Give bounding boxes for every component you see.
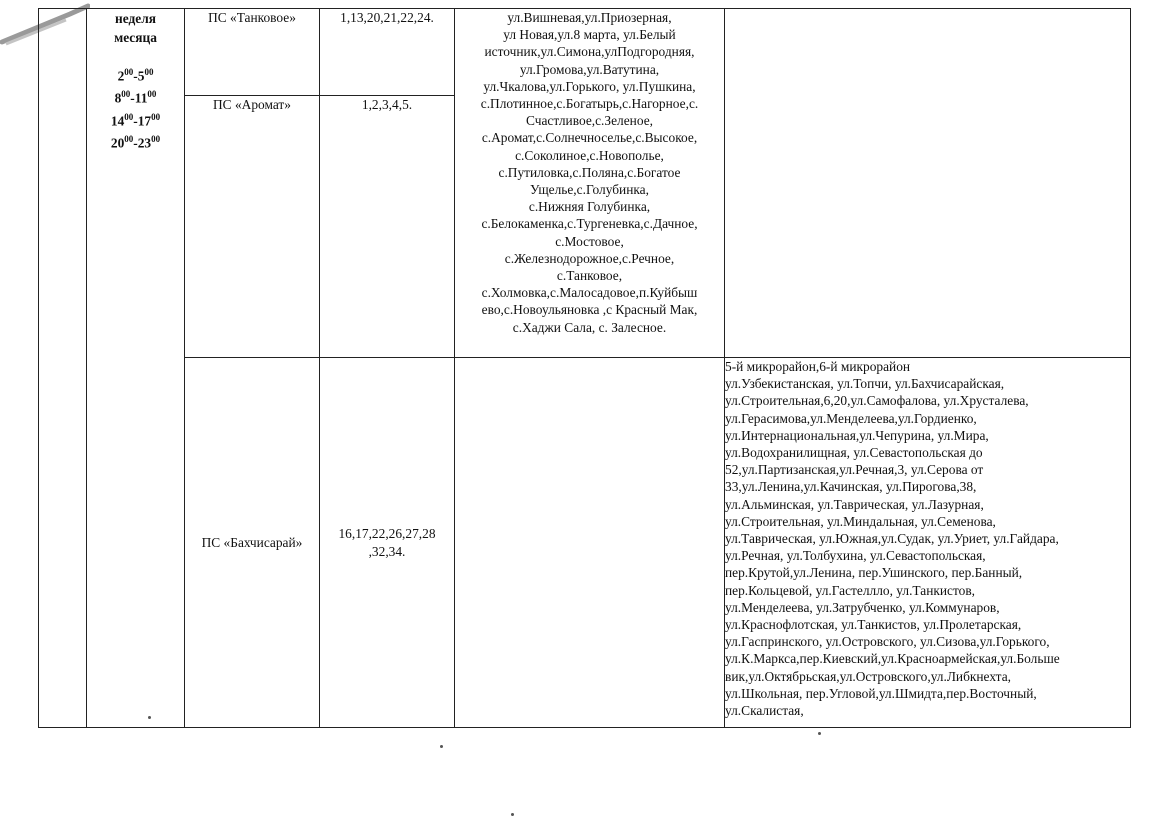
street-line: ул.Краснофлотская, ул.Танкистов, ул.Пролетарская, <box>725 617 1022 633</box>
street-line: ево,с.Новоульяновка ,с Красный Мак, <box>481 302 698 318</box>
scan-speck <box>148 716 151 719</box>
substation-name: ПС «Танковое» <box>185 9 320 96</box>
substation-name: ПС «Бахчисарай» <box>185 358 320 728</box>
street-line: ул.Менделеева, ул.Затрубченко, ул.Коммунаров, <box>725 599 1000 615</box>
streets-rural-cell <box>455 9 725 358</box>
blank-column <box>39 9 87 728</box>
street-line: ул.Узбекистанская, ул.Топчи, ул.Бахчисарайская, <box>725 376 1005 392</box>
street-line: источник,ул.Симона,улПодгородняя, <box>484 44 695 60</box>
time-schedule-cell <box>87 9 185 728</box>
feeder-numbers: 1,13,20,21,22,24. <box>320 9 455 96</box>
street-line: ул.Таврическая, ул.Южная,ул.Судак, ул.Уриет, ул.Гайдара, <box>725 531 1059 547</box>
street-line: Счастливое,с.Зеленое, <box>525 113 653 129</box>
street-line: ул.Громова,ул.Ватутина, <box>519 61 660 77</box>
street-line: ул.Гаспринского, ул.Островского, ул.Сизова,ул.Горького, <box>725 634 1050 650</box>
street-line: вик,ул.Октябрьская,ул.Островского,ул.Либкнехта, <box>725 668 1011 684</box>
street-line: ул.Чкалова,ул.Горького, ул.Пушкина, <box>483 78 696 94</box>
scan-speck <box>818 732 821 735</box>
feeder-numbers: 16,17,22,26,27,28 ,32,34. <box>320 358 455 728</box>
street-line: Ущелье,с.Голубинка, <box>530 182 649 198</box>
street-line: ул.Вишневая,ул.Приозерная, <box>507 10 672 25</box>
street-line: с.Железнодорожное,с.Речное, <box>504 250 675 266</box>
time-slot-1: $2^{00}-5^{00}$ <box>117 67 154 84</box>
time-slot-3: $14^{00}-17^{00}$ <box>110 111 161 129</box>
street-line: ул Новая,ул.8 марта, ул.Белый <box>503 27 676 43</box>
street-line: с.Плотинное,с.Богатырь,с.Нагорное,с. <box>480 96 699 112</box>
substation-name: ПС «Аромат» <box>185 96 320 358</box>
street-line: ул.Герасимова,ул.Менделеева,ул.Гордиенко, <box>725 410 977 426</box>
street-line: ул.К.Маркса,пер.Киевский,ул.Красноармейская,ул.Больше <box>725 651 1060 667</box>
street-line: с.Аромат,с.Солнечноселье,с.Высокое, <box>481 130 698 146</box>
streets-rural-list <box>455 9 724 336</box>
time-slot-2: $8^{00}-11^{00}$ <box>114 89 157 106</box>
street-line: 52,ул.Партизанская,ул.Речная,3, ул.Серова от <box>725 462 984 478</box>
street-line: ул.Водохранилищная, ул.Севастопольская до <box>725 445 983 461</box>
feeder-numbers: 1,2,3,4,5. <box>320 96 455 358</box>
street-line: с.Нижняя Голубинка, <box>528 199 651 215</box>
time-slot-4: $20^{00}-23^{00}$ <box>110 134 161 151</box>
street-line: с.Соколиное,с.Новополье, <box>515 147 664 163</box>
table-row <box>39 9 1131 96</box>
streets-city-list <box>725 358 1130 719</box>
street-line: ул.Речная, ул.Толбухина, ул.Севастопольская, <box>725 548 986 564</box>
scan-speck <box>440 745 443 748</box>
street-line: ул.Альминская, ул.Таврическая, ул.Лазурная, <box>725 496 984 512</box>
week-label: неделя <box>115 11 156 26</box>
street-line: ул.Скалистая, <box>725 703 804 719</box>
table-row <box>39 358 1131 728</box>
street-line: ул.Строительная,6,20,ул.Самофалова, ул.Хрусталева, <box>725 393 1029 409</box>
street-line: 33,ул.Ленина,ул.Качинская, ул.Пирогова,38, <box>725 479 977 495</box>
streets-city-cell <box>725 358 1131 728</box>
street-line: пер.Крутой,ул.Ленина, пер.Ушинского, пер.Банный, <box>725 565 1023 581</box>
street-line: с.Холмовка,с.Малосадовое,п.Куйбыш <box>481 285 698 301</box>
street-line: с.Белокаменка,с.Тургеневка,с.Дачное, <box>481 216 698 232</box>
street-line: ул.Школьная, пер.Угловой,ул.Шмидта,пер.Восточный, <box>725 685 1037 701</box>
empty-cell <box>725 9 1131 358</box>
street-line: ул.Интернациональная,ул.Чепурина, ул.Мира, <box>725 427 989 443</box>
street-line: 5-й микрорайон,6-й микрорайон <box>725 359 911 374</box>
street-line: с.Хаджи Сала, с. Залесное. <box>512 319 667 335</box>
street-line: ул.Строительная, ул.Миндальная, ул.Семенова, <box>725 513 996 529</box>
scan-speck <box>511 813 514 816</box>
empty-cell <box>455 358 725 728</box>
street-line: с.Мостовое, <box>555 233 624 249</box>
street-line: с.Путиловка,с.Поляна,с.Богатое <box>498 164 681 180</box>
month-label: месяца <box>114 30 157 45</box>
street-line: пер.Кольцевой, ул.Гастеллло, ул.Танкистов, <box>725 582 976 598</box>
street-line: с.Танковое, <box>556 268 623 284</box>
schedule-table <box>38 8 1131 728</box>
